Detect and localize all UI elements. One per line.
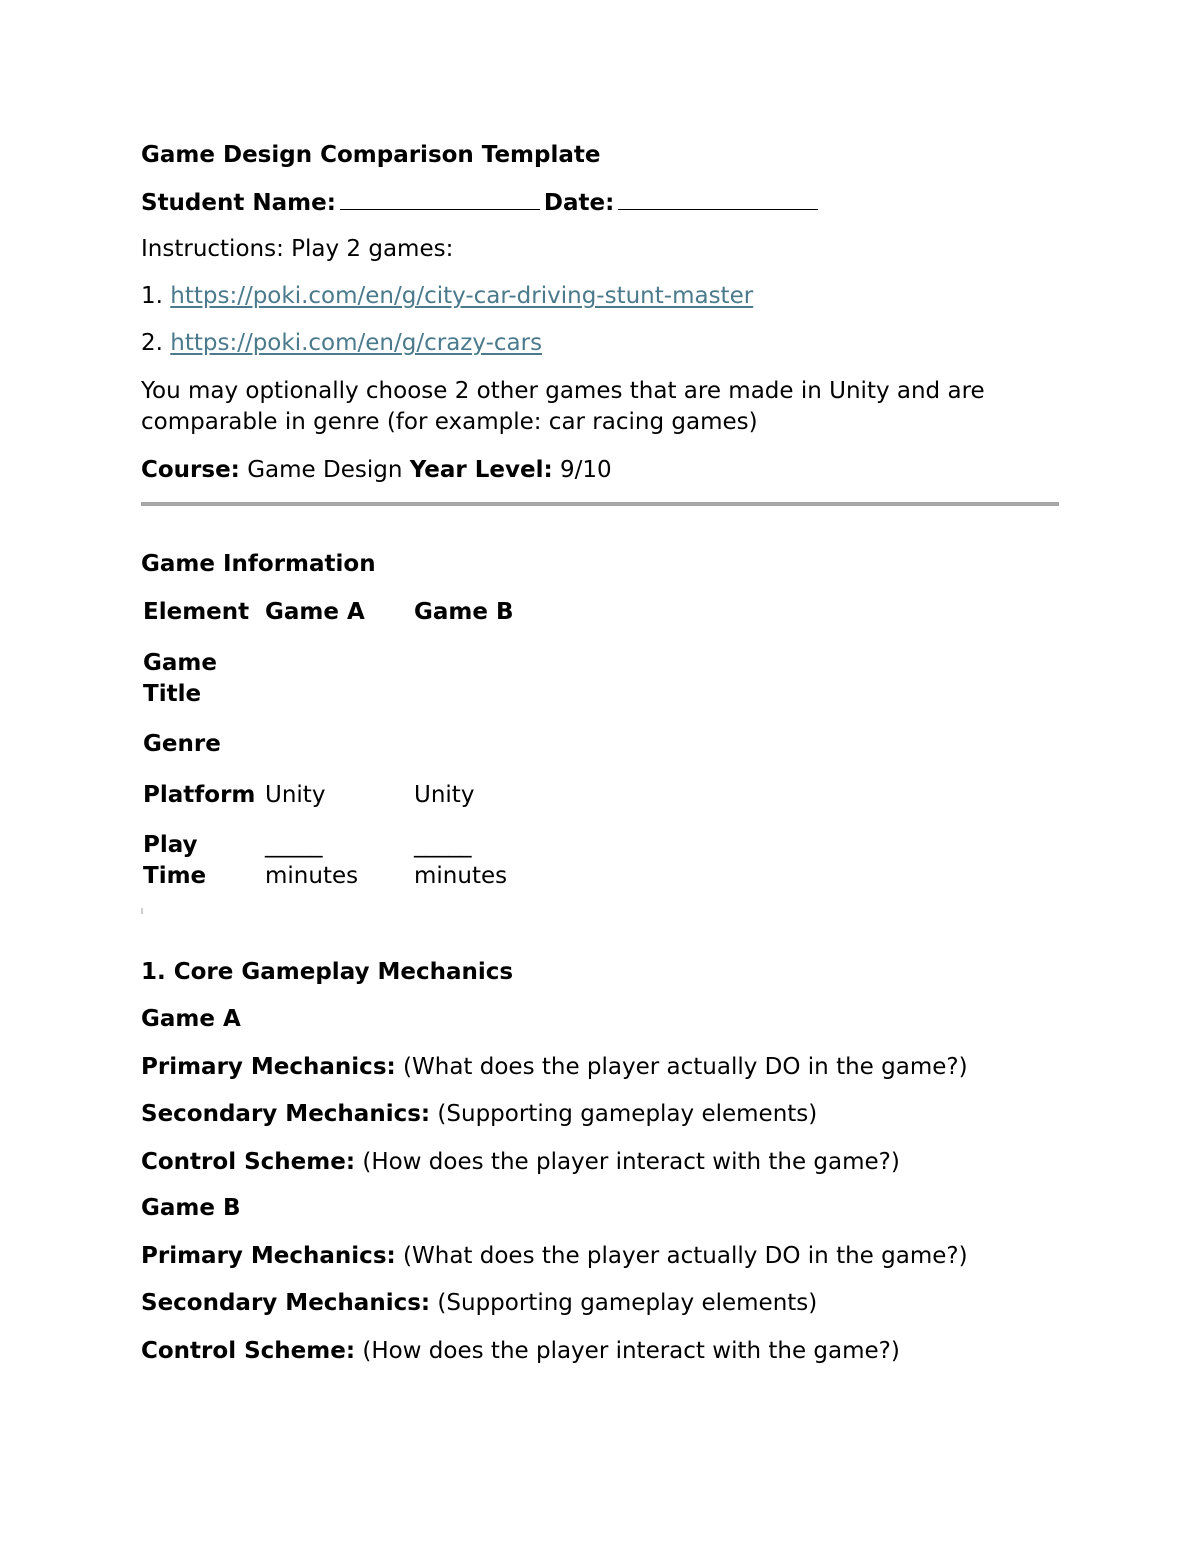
- primary-mechanics-hint: (What does the player actually DO in the game?): [403, 1243, 968, 1269]
- row-label-play-time-line-2: Time: [143, 863, 207, 889]
- table-corner-mark: [141, 908, 143, 914]
- primary-mechanics-label: Primary Mechanics:: [141, 1243, 396, 1269]
- game-b-control-scheme: [141, 1336, 900, 1367]
- play-time-game-b-blank[interactable]: _____: [414, 832, 472, 858]
- course-label: Course:: [141, 457, 240, 483]
- secondary-mechanics-label: Secondary Mechanics:: [141, 1290, 431, 1316]
- optional-text-line-1: You may optionally choose 2 other games that are made in Unity and are: [141, 378, 985, 404]
- control-scheme-label: Control Scheme:: [141, 1338, 356, 1364]
- instructions-text: Instructions: Play 2 games:: [141, 236, 454, 262]
- play-time-game-a-blank[interactable]: _____: [265, 832, 323, 858]
- control-scheme-label: Control Scheme:: [141, 1149, 356, 1175]
- play-time-game-b-unit: minutes: [414, 863, 508, 889]
- column-header-element: Element: [143, 599, 250, 625]
- secondary-mechanics-hint: (Supporting gameplay elements): [437, 1101, 818, 1127]
- student-name-field[interactable]: [340, 187, 540, 210]
- game-a-primary-mechanics: [141, 1052, 968, 1083]
- row-label-play-time-line-1: Play: [143, 832, 198, 858]
- instruction-item-1: [141, 281, 753, 312]
- student-name-label: Student Name:: [141, 190, 336, 216]
- play-time-game-a-unit: minutes: [265, 863, 359, 889]
- platform-game-b: Unity: [414, 782, 475, 808]
- horizontal-divider: [141, 502, 1059, 506]
- section-1-heading: 1. Core Gameplay Mechanics: [141, 959, 514, 985]
- course-line: [141, 455, 612, 486]
- secondary-mechanics-hint: (Supporting gameplay elements): [437, 1290, 818, 1316]
- control-scheme-hint: (How does the player interact with the game?): [362, 1149, 900, 1175]
- platform-game-a: Unity: [265, 782, 326, 808]
- year-level-value: 9/10: [559, 457, 612, 483]
- student-date-line: [141, 187, 822, 219]
- section-1-game-a-label: Game A: [141, 1006, 241, 1032]
- primary-mechanics-label: Primary Mechanics:: [141, 1054, 396, 1080]
- game-b-secondary-mechanics: [141, 1288, 817, 1319]
- date-label: Date:: [543, 190, 615, 216]
- row-label-game-title-line-1: Game: [143, 650, 217, 676]
- column-header-game-a: Game A: [265, 599, 365, 625]
- instruction-item-2: [141, 328, 542, 359]
- game-b-link[interactable]: https://poki.com/en/g/crazy-cars: [170, 330, 543, 356]
- game-b-primary-mechanics: [141, 1241, 968, 1272]
- game-a-control-scheme: [141, 1147, 900, 1178]
- course-value: Game Design: [247, 457, 403, 483]
- optional-text-line-2: comparable in genre (for example: car racing games): [141, 409, 758, 435]
- item-2-number: 2.: [141, 330, 163, 356]
- item-1-number: 1.: [141, 283, 163, 309]
- year-level-label: Year Level:: [409, 457, 553, 483]
- game-a-secondary-mechanics: [141, 1099, 817, 1130]
- control-scheme-hint: (How does the player interact with the game?): [362, 1338, 900, 1364]
- row-label-genre: Genre: [143, 731, 221, 757]
- date-field[interactable]: [618, 187, 818, 210]
- column-header-game-b: Game B: [414, 599, 514, 625]
- row-label-platform: Platform: [143, 782, 256, 808]
- game-info-heading: Game Information: [141, 551, 376, 577]
- section-1-game-b-label: Game B: [141, 1195, 241, 1221]
- row-label-game-title-line-2: Title: [143, 681, 202, 707]
- secondary-mechanics-label: Secondary Mechanics:: [141, 1101, 431, 1127]
- page-title: Game Design Comparison Template: [141, 142, 601, 168]
- game-a-link[interactable]: https://poki.com/en/g/city-car-driving-stunt-master: [170, 283, 754, 309]
- primary-mechanics-hint: (What does the player actually DO in the game?): [403, 1054, 968, 1080]
